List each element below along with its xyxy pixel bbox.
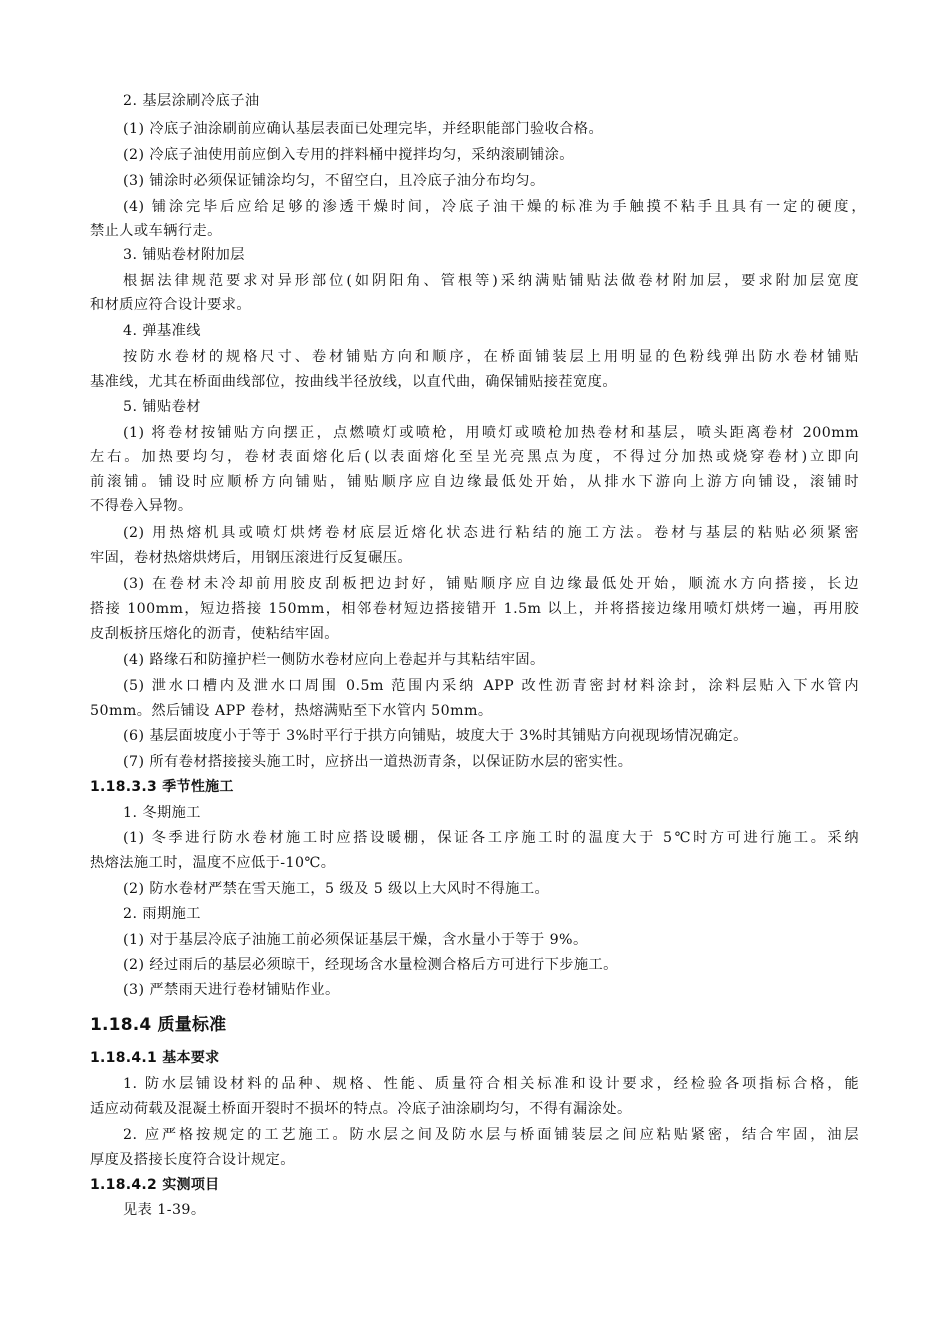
item-heading-2: 2. 基层涂刷冷底子油 xyxy=(123,93,260,109)
paragraph-line: (3) 在卷材未冷却前用胶皮刮板把边封好，铺贴顺序应自边缘最低处开始，顺流水方向搭接，长边 xyxy=(123,576,859,592)
paragraph-line: (2) 防水卷材严禁在雪天施工，5 级及 5 级以上大风时不得施工。 xyxy=(123,881,550,897)
paragraph-line: 2. 应严格按规定的工艺施工。防水层之间及防水层与桥面铺装层之间应粘贴紧密，结合牢固，油层 xyxy=(123,1127,859,1143)
paragraph-line: 根据法律规范要求对异形部位(如阴阳角、管根等)采纳满贴铺贴法做卷材附加层，要求附加层宽度 xyxy=(123,273,859,289)
section-heading-1-18-4: 1.18.4 质量标准 xyxy=(90,1015,227,1035)
paragraph-line: (2) 经过雨后的基层必须晾干，经现场含水量检测合格后方可进行下步施工。 xyxy=(123,957,618,973)
paragraph-line: (4) 铺涂完毕后应给足够的渗透干燥时间，冷底子油干燥的标准为手触摸不粘手且具有一定的硬度， xyxy=(123,199,866,215)
table-reference: 见表 1-39。 xyxy=(123,1202,206,1218)
paragraph-line: (4) 路缘石和防撞护栏一侧防水卷材应向上卷起并与其粘结牢固。 xyxy=(123,652,545,668)
paragraph-line: (3) 严禁雨天进行卷材铺贴作业。 xyxy=(123,982,340,998)
paragraph-line: 搭接 100mm，短边搭接 150mm，相邻卷材短边搭接错开 1.5m 以上，并将搭接边缘用喷灯烘烤一遍，再用胶 xyxy=(90,601,859,617)
item-heading-rainy: 2. 雨期施工 xyxy=(123,906,201,922)
paragraph-line: 左右。加热要均匀，卷材表面熔化后(以表面熔化至呈光亮黑点为度，不得过分加热或烧穿卷材)立即向 xyxy=(90,449,859,465)
paragraph-line: (1) 将卷材按铺贴方向摆正，点燃喷灯或喷枪，用喷灯或喷枪加热卷材和基层，喷头距离卷材 200mm xyxy=(123,425,859,441)
paragraph-line: (1) 冷底子油涂刷前应确认基层表面已处理完毕，并经职能部门验收合格。 xyxy=(123,121,604,137)
item-heading-winter: 1. 冬期施工 xyxy=(123,805,201,821)
paragraph-line: 按防水卷材的规格尺寸、卷材铺贴方向和顺序，在桥面铺装层上用明显的色粉线弹出防水卷材铺贴 xyxy=(123,349,859,365)
item-heading-4: 4. 弹基准线 xyxy=(123,323,201,339)
section-heading-1-18-3-3: 1.18.3.3 季节性施工 xyxy=(90,779,234,795)
paragraph-line: 50mm。然后铺设 APP 卷材，热熔满贴至下水管内 50mm。 xyxy=(90,703,493,719)
paragraph-line: 基准线，尤其在桥面曲线部位，按曲线半径放线，以直代曲，确保铺贴接茬宽度。 xyxy=(90,374,617,390)
item-heading-5: 5. 铺贴卷材 xyxy=(123,399,201,415)
paragraph-line: 皮刮板挤压熔化的沥青，使粘结牢固。 xyxy=(90,626,339,642)
paragraph-line: (7) 所有卷材搭接接头施工时，应挤出一道热沥青条，以保证防水层的密实性。 xyxy=(123,754,633,770)
section-heading-1-18-4-1: 1.18.4.1 基本要求 xyxy=(90,1050,220,1066)
paragraph-line: 禁止人或车辆行走。 xyxy=(90,223,222,239)
paragraph-line: 热熔法施工时，温度不应低于-10℃。 xyxy=(90,855,336,871)
paragraph-line: 适应动荷载及混凝土桥面开裂时不损坏的特点。冷底子油涂刷均匀，不得有漏涂处。 xyxy=(90,1101,632,1117)
paragraph-line: 1. 防水层铺设材料的品种、规格、性能、质量符合相关标准和设计要求，经检验各项指标合格，能 xyxy=(123,1076,859,1092)
section-heading-1-18-4-2: 1.18.4.2 实测项目 xyxy=(90,1177,220,1193)
paragraph-line: (2) 用热熔机具或喷灯烘烤卷材底层近熔化状态进行粘结的施工方法。卷材与基层的粘贴必须紧密 xyxy=(123,525,859,541)
paragraph-line: 和材质应符合设计要求。 xyxy=(90,297,252,313)
paragraph-line: (2) 冷底子油使用前应倒入专用的拌料桶中搅拌均匀，采纳滚刷铺涂。 xyxy=(123,147,574,163)
paragraph-line: (3) 铺涂时必须保证铺涂均匀，不留空白，且冷底子油分布均匀。 xyxy=(123,173,545,189)
paragraph-line: 不得卷入异物。 xyxy=(90,498,193,514)
paragraph-line: 前滚铺。铺设时应顺桥方向铺贴，铺贴顺序应自边缘最低处开始，从排水下游向上游方向铺设，滚铺时 xyxy=(90,474,859,490)
paragraph-line: 牢固，卷材热熔烘烤后，用钢压滚进行反复碾压。 xyxy=(90,550,413,566)
paragraph-line: 厚度及搭接长度符合设计规定。 xyxy=(90,1152,295,1168)
paragraph-line: (6) 基层面坡度小于等于 3%时平行于拱方向铺贴，坡度大于 3%时其铺贴方向视现场情况确定。 xyxy=(123,728,748,744)
paragraph-line: (1) 冬季进行防水卷材施工时应搭设暖棚，保证各工序施工时的温度大于 5℃时方可进行施工。采纳 xyxy=(123,830,859,846)
paragraph-line: (5) 泄水口槽内及泄水口周围 0.5m 范围内采纳 APP 改性沥青密封材料涂封，涂料层贴入下水管内 xyxy=(123,678,859,694)
paragraph-line: (1) 对于基层冷底子油施工前必须保证基层干燥，含水量小于等于 9%。 xyxy=(123,932,588,948)
item-heading-3: 3. 铺贴卷材附加层 xyxy=(123,247,245,263)
